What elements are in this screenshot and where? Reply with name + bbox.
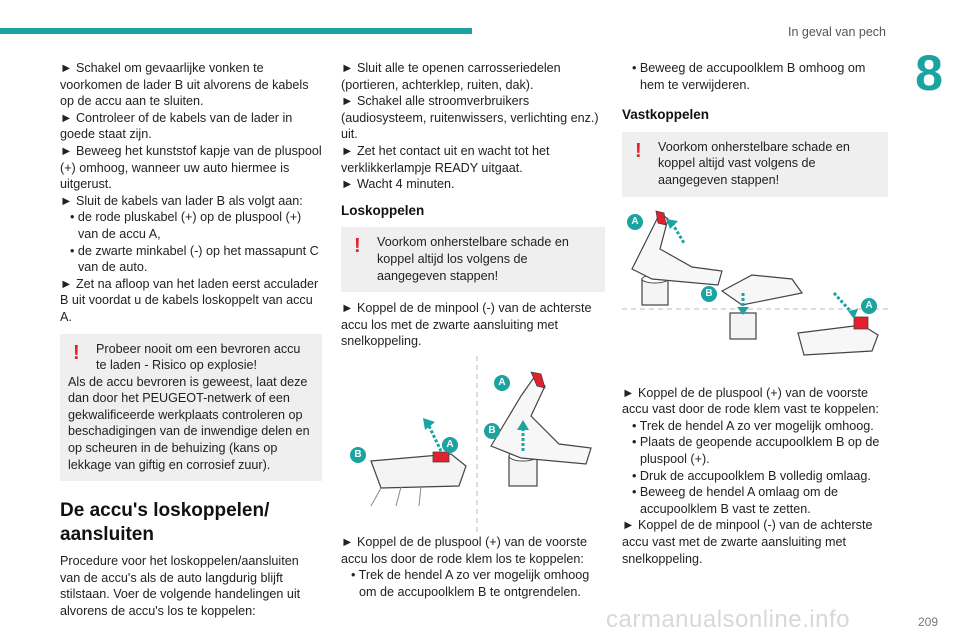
column-3 [622, 60, 888, 567]
paragraph: ► Koppel de de minpool (-) van de achterste accu vast met de zwarte aansluiting met snelkoppeling. [622, 518, 873, 566]
bullet-item: • Beweeg de hendel A omlaag om de accupoolklem B vast te zetten. [632, 485, 839, 516]
chapter-tab [898, 42, 960, 104]
warning-box [60, 334, 322, 482]
paragraph: ► Koppel de de pluspool (+) van de voorste accu los door de rode klem los te koppelen: [341, 534, 587, 566]
paragraph: ► Beweeg het kunststof kapje van de pluspool (+) omhoog, wanneer uw auto hiermee is uitgerust. [60, 143, 322, 192]
bullet-item: • de rode pluskabel (+) op de pluspool (+) van de accu A, [70, 210, 302, 241]
warning-text: Voorkom onherstelbare schade en koppel altijd los volgens de aangegeven stappen! [377, 235, 569, 283]
column-1 [60, 60, 322, 620]
page-number: 209 [917, 615, 938, 629]
label-b-text: B [354, 448, 362, 460]
paragraph: Procedure voor het loskoppelen/aansluiten van de accu's als de auto langdurig blijft stilstaan. Voer de volgende handelingen uit alvorens de accu's los te koppelen: [60, 554, 301, 619]
label-b-marker [483, 422, 501, 445]
paragraph: ► Sluit de kabels van lader B als volgt aan: [60, 193, 303, 208]
paragraph: ► Schakel alle stroomverbruikers (audiosysteem, ruitenwissers, verlichting enz.) uit. [341, 94, 599, 142]
paragraph: ► Schakel om gevaarlijke vonken te voorkomen de lader B uit alvorens de kabels op de accu aan te sluiten. [60, 61, 309, 109]
section-title: In geval van pech [788, 25, 886, 39]
label-a-marker [860, 297, 878, 320]
subsection-heading: Loskoppelen [341, 202, 425, 218]
paragraph: ► Zet het contact uit en wacht tot het verklikkerlampje READY uitgaat. [341, 143, 550, 175]
paragraph: ► Sluit alle te openen carrosseriedelen (portieren, achterklep, ruiten, dak). [341, 61, 561, 92]
label-b-marker [700, 285, 718, 308]
footer-brand: carmanualsonline.info [606, 606, 850, 633]
warning-icon: ! [73, 341, 80, 364]
column-2 [341, 60, 605, 600]
label-a-marker [441, 436, 459, 459]
label-b-marker [349, 446, 367, 469]
bullet-item: • Trek de hendel A zo ver mogelijk omhoog om de accupoolklem B te ontgrendelen. [351, 568, 590, 599]
bullet-item: • Druk de accupoolklem B volledig omlaag. [632, 468, 871, 483]
battery-clamp-drawing [622, 209, 888, 379]
connect-illustration [622, 209, 888, 379]
battery-clamp-drawing [341, 356, 605, 534]
label-a-text: A [446, 438, 454, 450]
bullet-item: • de zwarte minkabel (-) op het massapunt C van de auto. [70, 243, 319, 275]
paragraph: ► Koppel de de pluspool (+) van de voorste accu vast door de rode klem vast te koppelen: [622, 385, 879, 417]
label-b-text: B [488, 424, 496, 436]
label-a-text: A [865, 299, 873, 311]
section-heading: De accu's loskoppelen/ aansluiten [60, 500, 270, 546]
label-a-text: A [498, 376, 506, 388]
subsection-heading: Vastkoppelen [622, 107, 710, 123]
bullet-item: • Plaats de geopende accupoolklem B op de pluspool (+). [632, 435, 880, 466]
paragraph: ► Zet na afloop van het laden eerst acculader B uit voordat u de kabels loskoppelt van accu A. [60, 276, 319, 324]
label-a-marker [493, 374, 511, 397]
header-accent-bar [0, 28, 472, 34]
warning-text: Voorkom onherstelbare schade en koppel altijd vast volgens de aangegeven stappen! [658, 139, 850, 187]
warning-text: Probeer nooit om een bevroren accu te laden - Risico op explosie! [96, 341, 301, 373]
bullet-item: • Beweeg de accupoolklem B omhoog om hem te verwijderen. [632, 61, 866, 92]
chapter-number: 8 [915, 45, 943, 101]
label-a-text: A [631, 215, 639, 227]
bullet-item: • Trek de hendel A zo ver mogelijk omhoog. [632, 418, 874, 433]
label-b-text: B [705, 287, 713, 299]
paragraph: ► Controleer of de kabels van de lader in goede staat zijn. [60, 110, 293, 142]
label-a-marker [626, 213, 644, 236]
warning-box [341, 227, 605, 292]
warning-icon: ! [354, 235, 361, 258]
paragraph: ► Wacht 4 minuten. [341, 177, 455, 192]
warning-text-continued: Als de accu bevroren is geweest, laat deze dan door het PEUGEOT-netwerk of een gekwalificeerde werkplaats controleren op beschadigingen van de inwendige delen en op scheuren in de behuizing (kans op lekkage van giftig en corrosief zuur). [68, 374, 310, 472]
paragraph: ► Koppel de de minpool (-) van de achterste accu los met de zwarte aansluiting met snelkoppeling. [341, 301, 592, 349]
warning-icon: ! [635, 139, 642, 162]
disconnect-illustration [341, 356, 605, 534]
warning-box [622, 132, 888, 197]
